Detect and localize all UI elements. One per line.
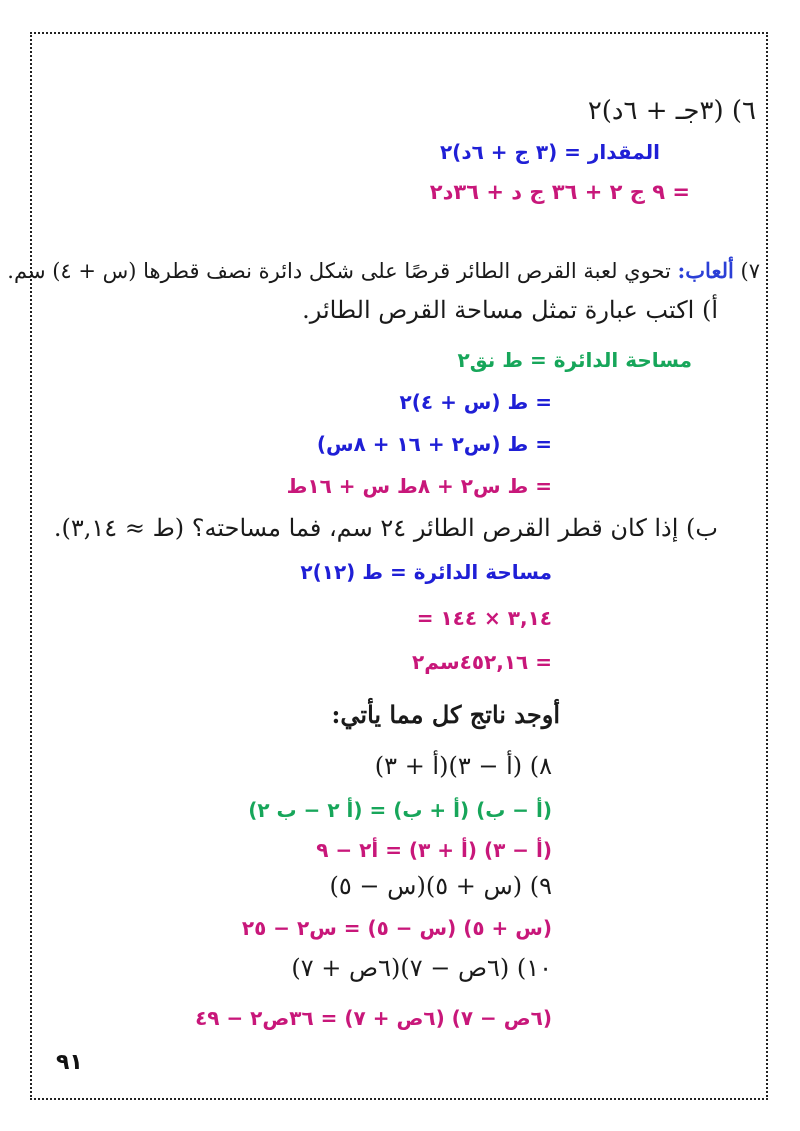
q7-b-line3: = ٤٥٢,١٦سم٢ [412, 650, 552, 674]
q8-rule: (أ − ب) (أ + ب) = (أ ٢ − ب ٢) [248, 798, 552, 822]
q10-problem: ١٠) (٦ص − ٧)(٦ص + ٧) [291, 954, 552, 982]
page-number: ٩١ [56, 1050, 83, 1075]
q7-a-line3: = ط (س٢ + ١٦ + ٨س) [316, 432, 552, 456]
q7-label: ألعاب: [677, 258, 734, 283]
q9-answer: (س + ٥) (س − ٥) = س٢ − ٢٥ [241, 916, 552, 940]
q7-a-line2: = ط (س + ٤)٢ [399, 390, 552, 414]
q7-part-a: أ) اكتب عبارة تمثل مساحة القرص الطائر. [302, 296, 718, 324]
q7-number: ٧) [740, 259, 760, 283]
q8-answer: (أ − ٣) (أ + ٣) = أ٢ − ٩ [316, 838, 552, 862]
q7-b-line2: = ٣,١٤ × ١٤٤ [416, 606, 552, 630]
q6-line2: = ٩ ج ٢ + ٣٦ ج د + ٣٦د٢ [429, 180, 690, 204]
section-heading: أوجد ناتج كل مما يأتي: [331, 700, 560, 729]
q7-a-line1: مساحة الدائرة = ط نق٢ [457, 348, 692, 372]
q7-part-b: ب) إذا كان قطر القرص الطائر ٢٤ سم، فما مساحته؟ (ط ≈ ٣,١٤). [53, 514, 718, 542]
q7-a-line4: = ط س٢ + ٨ط س + ١٦ط [286, 474, 552, 498]
q6-problem: ٦) (٣جـ + ٦د)٢ [587, 96, 756, 126]
q10-answer: (٦ص − ٧) (٦ص + ٧) = ٣٦ص٢ − ٤٩ [195, 1006, 552, 1030]
q9-problem: ٩) (س + ٥)(س − ٥) [329, 872, 552, 900]
q7-statement: تحوي لعبة القرص الطائر قرصًا على شكل دائرة نصف قطرها (س + ٤) سم. [7, 259, 671, 283]
q8-problem: ٨) (أ − ٣)(أ + ٣) [374, 752, 552, 780]
q7-b-line1: مساحة الدائرة = ط (١٢)٢ [300, 560, 552, 584]
q6-line1: المقدار = (٣ ج + ٦د)٢ [439, 140, 660, 164]
q7-statement-row [7, 258, 760, 283]
